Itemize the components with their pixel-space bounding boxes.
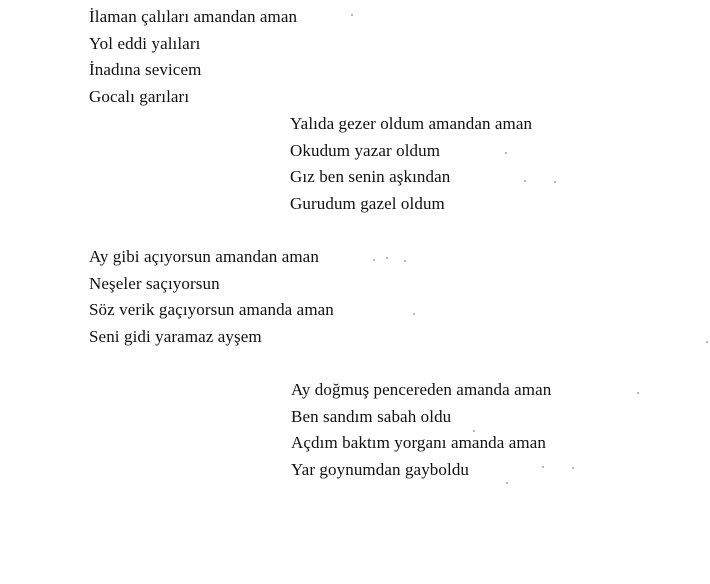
poem-line: Gız ben senin aşkından xyxy=(290,167,451,186)
scan-speck xyxy=(373,259,375,261)
stanza-3 xyxy=(89,244,334,350)
scan-speck xyxy=(524,180,526,182)
scan-speck xyxy=(505,152,507,154)
poem-line: Seni gidi yaramaz ayşem xyxy=(89,326,262,346)
poem-line: Yalıda gezer oldum amandan aman xyxy=(290,114,533,133)
scan-speck xyxy=(554,181,556,183)
scan-speck xyxy=(542,466,544,468)
poem-line: Ay gibi açıyorsun amandan aman xyxy=(89,247,319,266)
poem-line: Neşeler saçıyorsun xyxy=(89,273,220,293)
scan-speck xyxy=(637,392,639,394)
stanza-4 xyxy=(291,377,551,483)
poem-line: Yol eddi yalıları xyxy=(89,33,201,53)
poem-line: Gocalı garıları xyxy=(89,86,190,106)
poem-line: Ben sandım sabah oldu xyxy=(291,406,452,426)
stanza-1 xyxy=(89,4,297,110)
scan-speck xyxy=(413,313,415,315)
poem-line: Söz verik gaçıyorsun amanda aman xyxy=(89,300,334,319)
scan-speck xyxy=(506,482,508,484)
poem-line: Açdım baktım yorganı amanda aman xyxy=(291,433,546,452)
poem-line: Ay doğmuş pencereden amanda aman xyxy=(291,380,552,399)
scan-speck xyxy=(473,430,475,432)
scan-speck xyxy=(386,257,388,259)
scan-speck xyxy=(351,14,353,16)
poem-line: İnadına sevicem xyxy=(89,60,202,79)
poem-line: İlaman çalıları amandan aman xyxy=(89,7,298,26)
poem-line: Gurudum gazel oldum xyxy=(290,193,445,213)
scan-speck xyxy=(572,467,574,469)
stanza-2 xyxy=(290,111,532,217)
poem-line: Yar goynumdan gayboldu xyxy=(291,459,470,479)
scan-speck xyxy=(404,260,406,262)
scan-speck xyxy=(706,341,708,343)
poem-line: Okudum yazar oldum xyxy=(290,140,441,160)
